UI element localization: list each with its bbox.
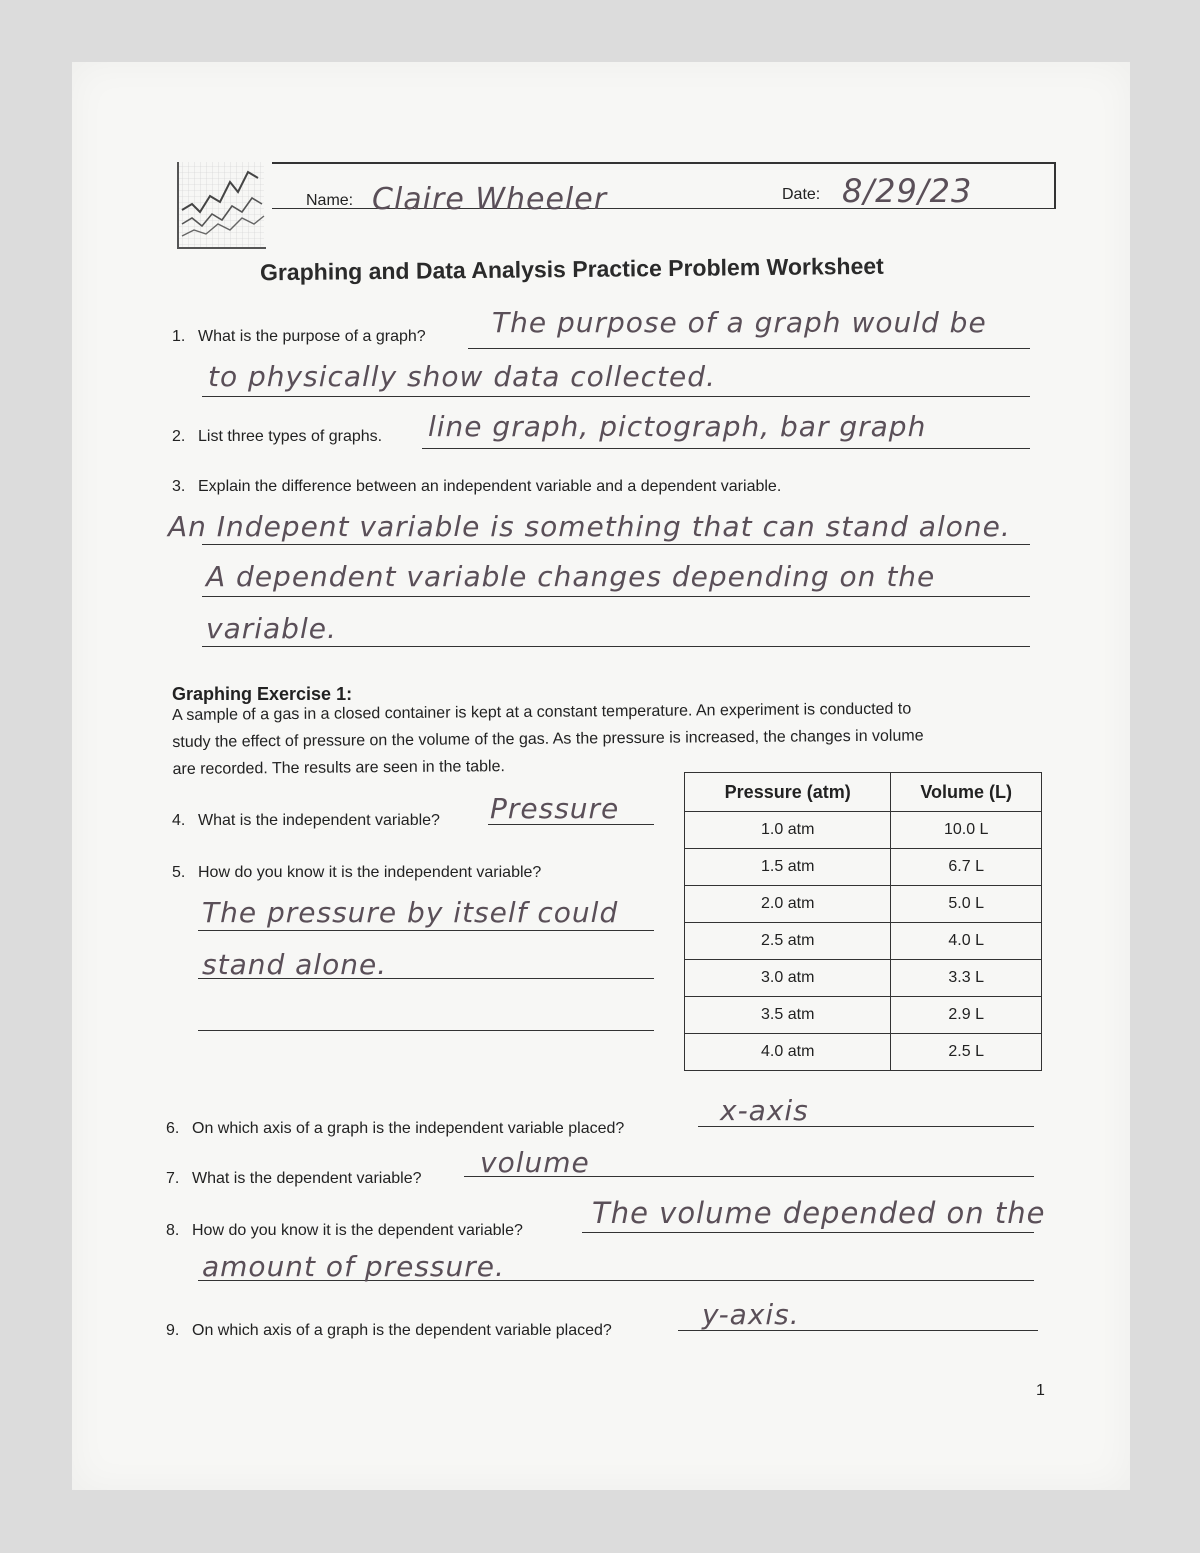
answer-8-line-1[interactable]: The volume depended on the — [592, 1196, 1046, 1230]
answer-6[interactable]: x-axis — [720, 1094, 809, 1127]
line-graph-icon — [176, 160, 268, 252]
table-cell: 1.5 atm — [685, 849, 891, 886]
pressure-volume-table — [684, 772, 1042, 1071]
table-cell: 4.0 L — [891, 923, 1042, 960]
name-value[interactable]: Claire Wheeler — [372, 182, 608, 217]
question-3: 3. Explain the difference between an independent variable and a dependent variable. — [172, 478, 782, 495]
question-6: 6. On which axis of a graph is the independent variable placed? — [166, 1120, 625, 1137]
table-row — [685, 812, 1042, 849]
question-8: 8. How do you know it is the dependent variable? — [166, 1222, 523, 1239]
answer-3-line-3[interactable]: variable. — [206, 612, 337, 645]
answer-9[interactable]: y-axis. — [702, 1298, 800, 1331]
table-cell: 3.0 atm — [685, 960, 891, 997]
answer-5-line-1[interactable]: The pressure by itself could — [202, 896, 619, 929]
table-cell: 5.0 L — [891, 886, 1042, 923]
answer-1-line-2[interactable]: to physically show data collected. — [208, 360, 716, 393]
table-cell: 2.0 atm — [685, 886, 891, 923]
name-label: Name: — [306, 192, 354, 209]
exercise-title: Graphing Exercise 1: — [172, 684, 353, 704]
table-cell: 2.9 L — [891, 997, 1042, 1034]
column-header: Pressure (atm) — [685, 773, 891, 812]
answer-4[interactable]: Pressure — [490, 792, 620, 825]
answer-1-line-1[interactable]: The purpose of a graph would be — [492, 306, 987, 339]
exercise-description: A sample of a gas in a closed container is kept at a constant temperature. An experiment is conducted to study the effect of pressure on the volume of the gas. As the pressure is increased, the changes in volume are recorded. The results are seen in the table. — [172, 700, 924, 778]
table-cell: 6.7 L — [891, 849, 1042, 886]
date-label: Date: — [782, 186, 821, 203]
answer-3-line-2[interactable]: A dependent variable changes depending on the — [206, 560, 936, 593]
table-cell: 10.0 L — [891, 812, 1042, 849]
table-row — [685, 923, 1042, 960]
question-5: 5. How do you know it is the independent variable? — [172, 864, 542, 881]
question-2: 2. List three types of graphs. — [172, 428, 383, 445]
answer-7[interactable]: volume — [480, 1146, 590, 1179]
date-value[interactable]: 8/29/23 — [842, 172, 973, 210]
answer-2[interactable]: line graph, pictograph, bar graph — [428, 410, 927, 443]
question-1: 1. What is the purpose of a graph? — [172, 328, 426, 345]
table-cell: 4.0 atm — [685, 1034, 891, 1071]
table-header-row — [685, 773, 1042, 812]
answer-3-line-1[interactable]: An Indepent variable is something that can stand alone. — [168, 510, 1011, 543]
question-9: 9. On which axis of a graph is the dependent variable placed? — [166, 1322, 612, 1339]
table-row — [685, 997, 1042, 1034]
table-cell: 2.5 atm — [685, 923, 891, 960]
table-cell: 3.5 atm — [685, 997, 891, 1034]
page-number: 1 — [1036, 1382, 1045, 1399]
column-header: Volume (L) — [891, 773, 1042, 812]
question-7: 7. What is the dependent variable? — [166, 1170, 422, 1187]
table-row — [685, 960, 1042, 997]
table-row — [685, 849, 1042, 886]
question-4: 4. What is the independent variable? — [172, 812, 440, 829]
answer-5-line-2[interactable]: stand alone. — [202, 948, 388, 981]
table-row — [685, 886, 1042, 923]
answer-8-line-2[interactable]: amount of pressure. — [202, 1250, 505, 1283]
table-cell: 1.0 atm — [685, 812, 891, 849]
table-cell: 3.3 L — [891, 960, 1042, 997]
table-cell: 2.5 L — [891, 1034, 1042, 1071]
page-title: Graphing and Data Analysis Practice Problem Worksheet — [259, 252, 884, 286]
table-row — [685, 1034, 1042, 1071]
